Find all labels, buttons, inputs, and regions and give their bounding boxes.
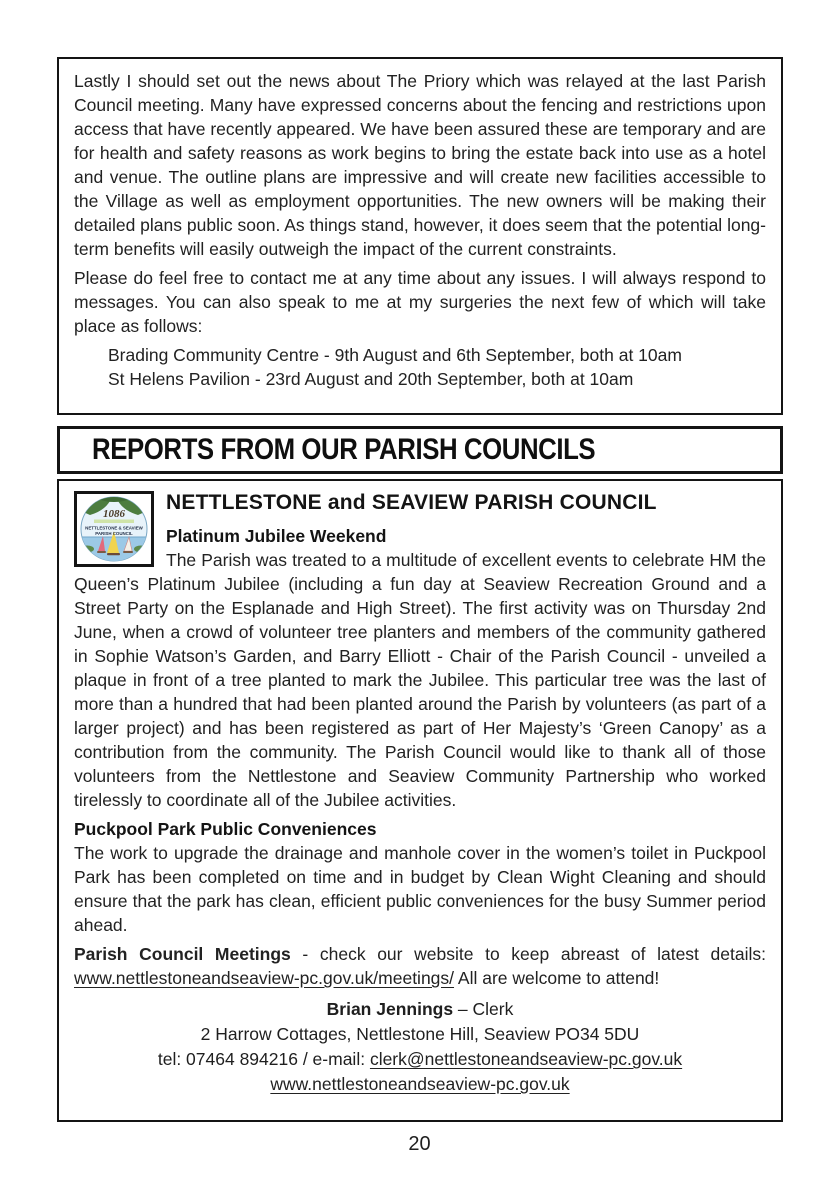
section-header-box: [57, 426, 783, 474]
clerk-name: Brian Jennings: [326, 999, 454, 1019]
clerk-address: 2 Harrow Cottages, Nettlestone Hill, Seaview PO34 5DU: [200, 1024, 640, 1044]
meetings-url-link[interactable]: www.nettlestoneandseaview-pc.gov.uk/meetings/: [74, 968, 455, 988]
page-number: 20: [408, 1133, 431, 1155]
meetings-text: - check our website to keep abreast of latest details:: [290, 944, 766, 964]
priory-paragraph-1: Lastly I should set out the news about The Priory which was relayed at the last Parish Council meeting. Many have expressed concerns about the fencing and restrictions upon access that have recently appeared. We have been assured these are temporary and are for health and safety reasons as work begins to bring the estate back into use as a hotel and venue. The outline plans are impressive and will create new facilities accessible to the Village as well as employment opportunities. The new owners will be making their detailed plans public soon. As things stand, however, it does seem that the potential long-term benefits will easily outweigh the impact of the current constraints.: [74, 71, 766, 259]
council-report-box: [57, 479, 783, 1122]
priory-report-box: [57, 57, 783, 415]
council-website-line: [74, 1072, 766, 1097]
meetings-suffix: All are welcome to attend!: [454, 968, 660, 988]
council-crest-svg: [74, 491, 154, 567]
jubilee-heading: Platinum Jubilee Weekend: [166, 526, 387, 546]
council-website-link[interactable]: www.nettlestoneandseaview-pc.gov.uk: [270, 1074, 570, 1094]
clerk-line: [74, 997, 766, 1022]
priory-paragraph-2: Please do feel free to contact me at any time about any issues. I will always respond to messages. You can also speak to me at my surgeries the next few of which will take place as follows:: [74, 268, 766, 336]
meetings-paragraph: [74, 942, 766, 990]
crest-name-line2: PARISH COUNCIL: [95, 530, 133, 536]
clerk-role: – Clerk: [453, 999, 514, 1019]
clerk-contact-block: [74, 997, 766, 1097]
tel-prefix: tel: 07464 894216 / e-mail:: [157, 1049, 370, 1069]
council-crest-icon: [74, 491, 154, 567]
surgery-line-brading: Brading Community Centre - 9th August and 6th September, both at 10am: [108, 345, 682, 365]
crest-name-line1: NETTLESTONE & SEAVIEW: [85, 525, 143, 531]
clerk-email-link[interactable]: clerk@nettlestoneandseaview-pc.gov.uk: [369, 1049, 683, 1069]
crest-year-label: 1086: [103, 508, 125, 520]
section-title: REPORTS FROM OUR PARISH COUNCILS: [92, 433, 596, 466]
council-title: NETTLESTONE and SEAVIEW PARISH COUNCIL: [166, 491, 657, 514]
meetings-heading: Parish Council Meetings: [74, 944, 291, 964]
clerk-tel-email-line: [74, 1047, 766, 1072]
puckpool-paragraph: The work to upgrade the drainage and manhole cover in the women’s toilet in Puckpool Park has been completed on time and in budget by Clean Wight Cleaning and should ensure that the park has clean, efficient public conveniences for the busy Summer period ahead.: [74, 843, 766, 935]
surgery-line-st-helens: St Helens Pavilion - 23rd August and 20th September, both at 10am: [108, 369, 634, 389]
puckpool-heading: Puckpool Park Public Conveniences: [74, 819, 377, 839]
jubilee-paragraph: The Parish was treated to a multitude of excellent events to celebrate HM the Queen’s Platinum Jubilee (including a fun day at Seaview Recreation Ground and a Street Party on the Esplanade and High Street). The first activity was on Thursday 2nd June, when a crowd of volunteer tree planters and members of the community gathered in Sophie Watson’s Garden, and Barry Elliott - Chair of the Parish Council - unveiled a plaque in front of a tree planted to mark the Jubilee. This particular tree was the last of more than a hundred that had been planted around the Parish by volunteers (as part of a larger project) and has been registered as part of Her Majesty’s ‘Green Canopy’ as a contribution from the community. The Parish Council would like to thank all of those volunteers from the Nettlestone and Seaview Community Partnership who worked tirelessly to coordinate all of the Jubilee activities.: [74, 550, 766, 810]
